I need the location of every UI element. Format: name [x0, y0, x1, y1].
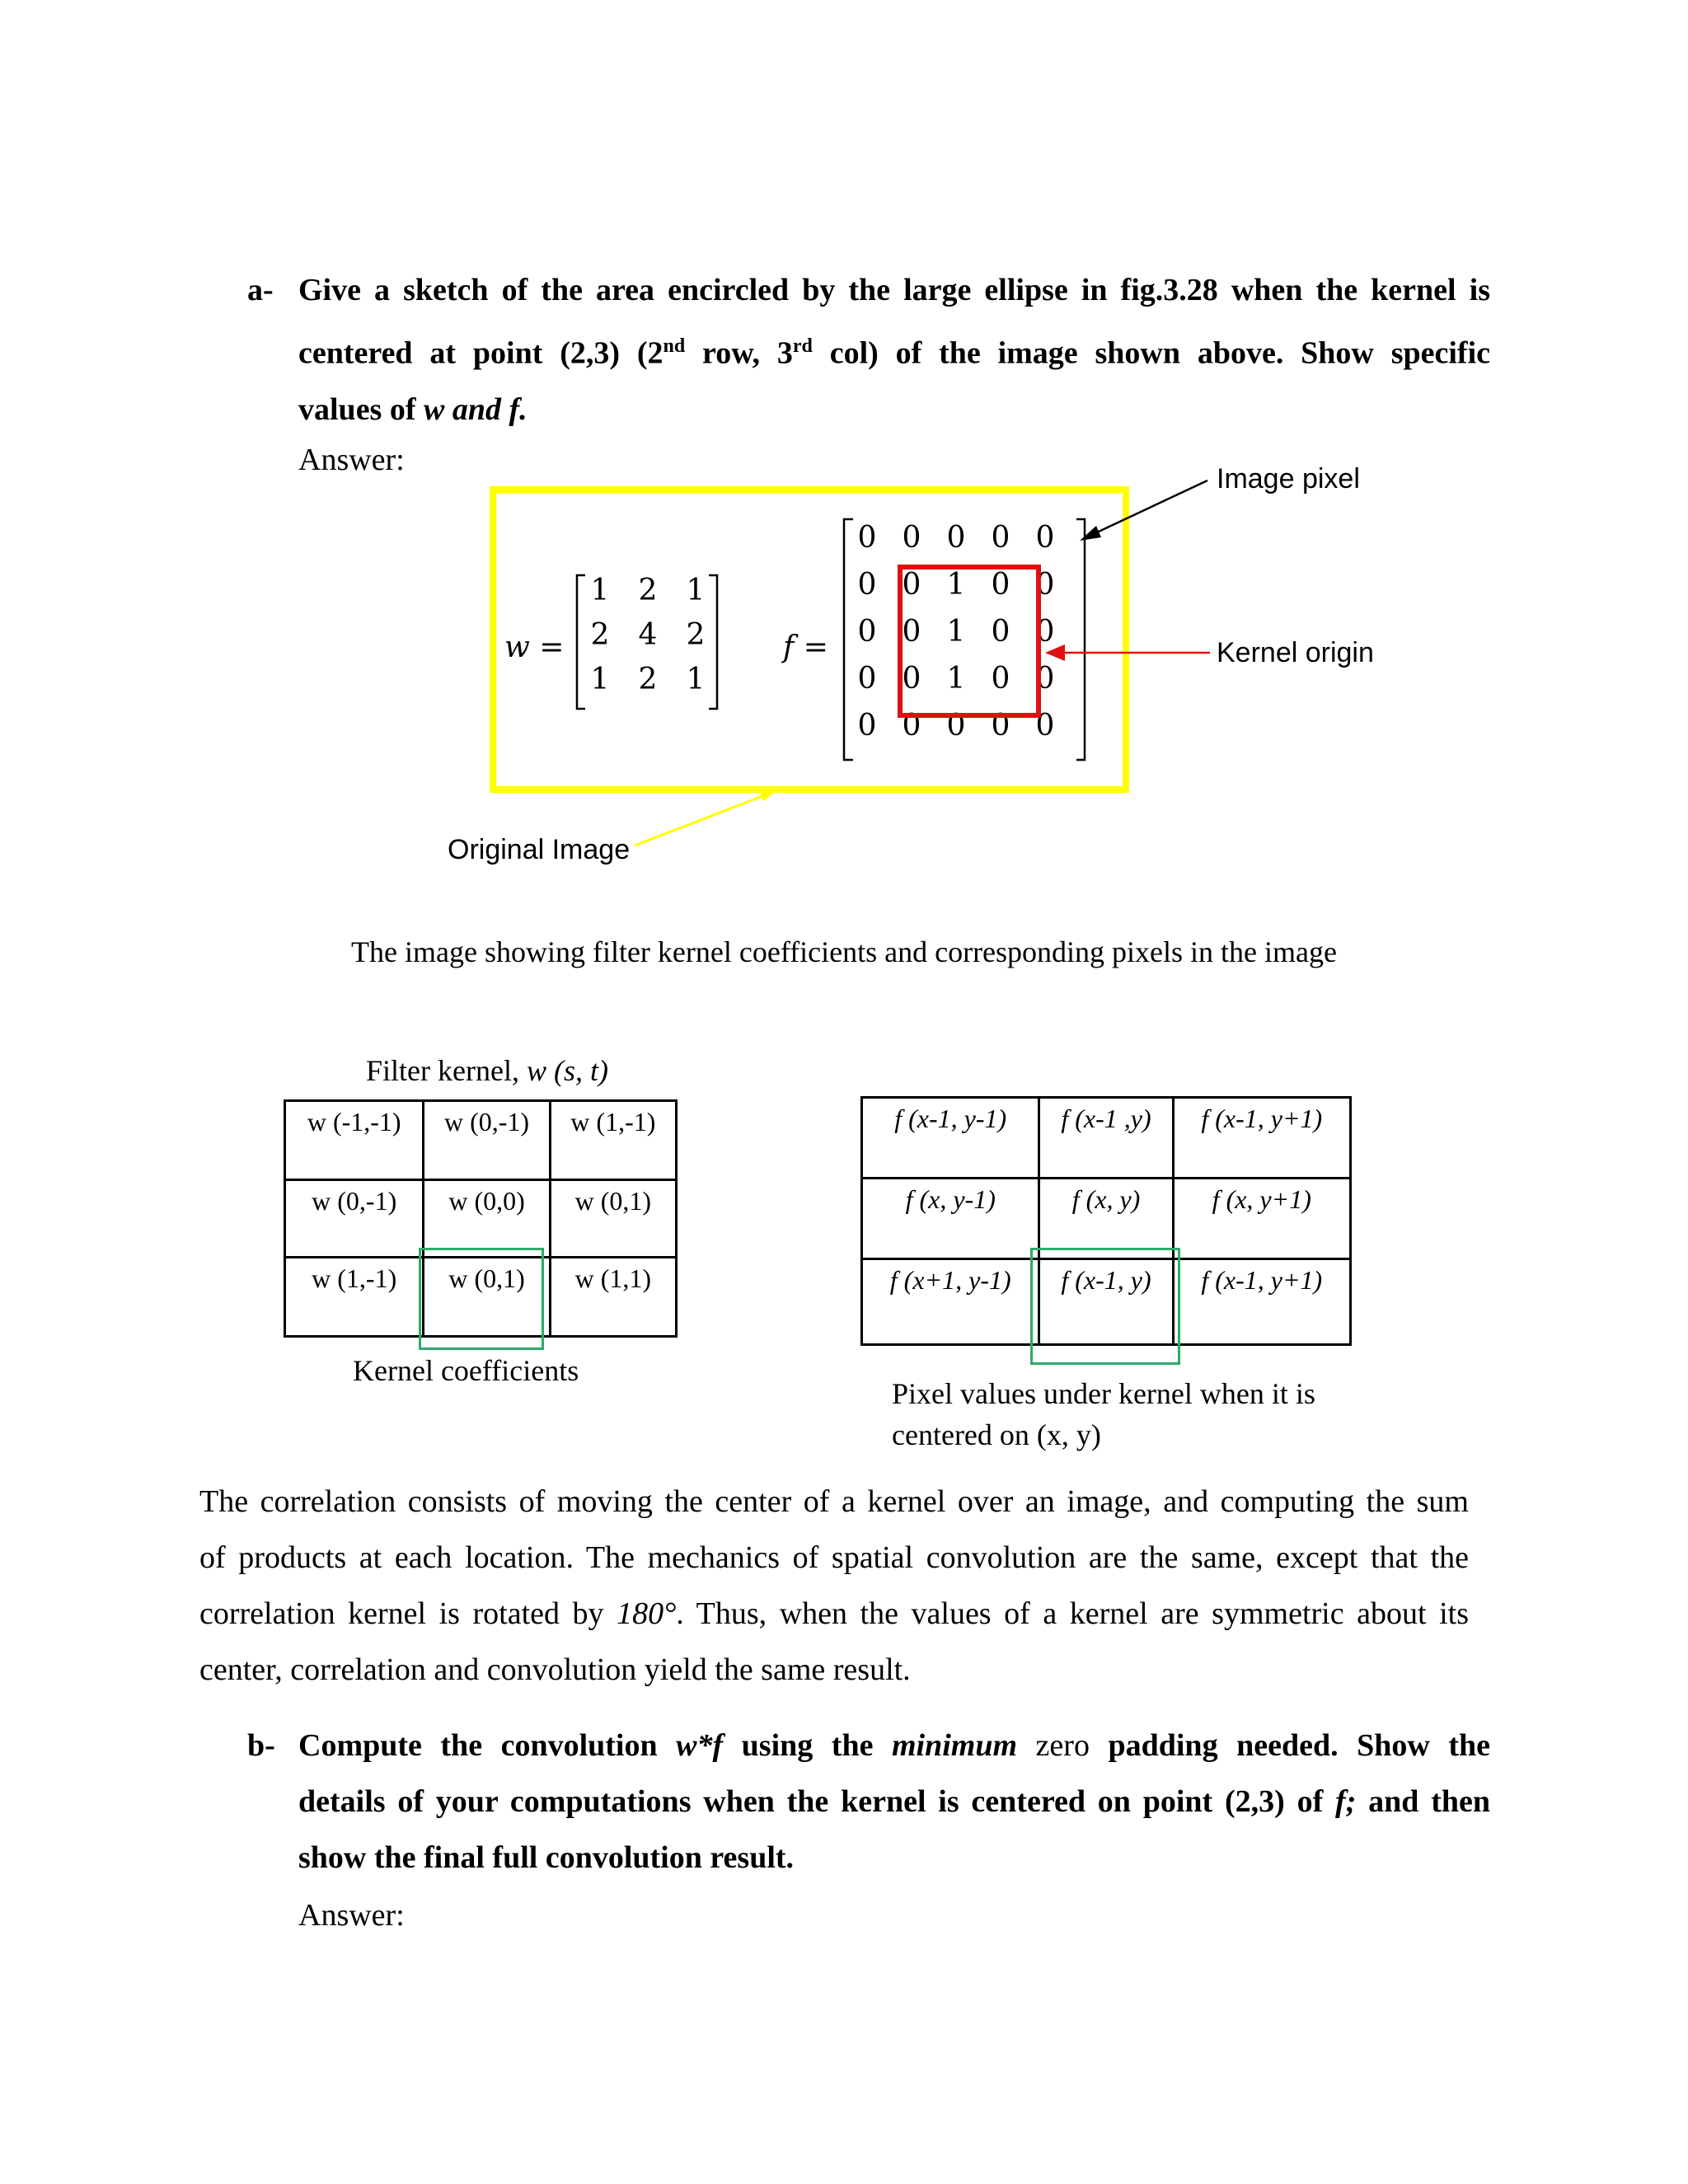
w-bracket-left: [577, 575, 585, 709]
f-bracket-right: [1076, 519, 1085, 760]
f-matrix-cell: 0: [1035, 568, 1055, 602]
w-matrix-cell: 2: [590, 618, 610, 652]
pixel-cell: f (x-1, y+1): [1173, 1098, 1350, 1179]
pixel-cell: f (x-1, y): [1039, 1259, 1173, 1345]
f-matrix-cell: 0: [857, 615, 877, 649]
kernel-cell: w (0,-1): [285, 1180, 424, 1258]
kernel-cell: w (1,-1): [285, 1258, 424, 1337]
pixel-cell: f (x, y): [1039, 1179, 1173, 1259]
kernel-highlight-box: [419, 1248, 544, 1350]
f-matrix-cell: 0: [857, 521, 877, 555]
original-image-pointer: [635, 794, 767, 846]
w-label: w =: [504, 630, 565, 664]
question-b: [247, 1718, 1490, 1886]
pixel-cell: f (x-1, y-1): [862, 1098, 1039, 1179]
kernel-table-title: Filter kernel, w (s, t): [366, 1054, 608, 1087]
kernel-cell: w (-1,-1): [285, 1101, 424, 1180]
f-matrix-cell: 0: [1035, 709, 1055, 743]
w-matrix-cell: 2: [638, 663, 658, 696]
kernel-cell: w (0,0): [424, 1180, 550, 1258]
question-a-label: a-: [247, 273, 274, 307]
f-matrix-cell: 1: [946, 662, 966, 696]
paragraph-line: The correlation consists of moving the center of a kernel over an image, and computing the sum: [199, 1484, 1469, 1519]
kernel-table-caption: Kernel coefficients: [353, 1354, 579, 1387]
f-matrix-cell: 0: [902, 662, 921, 696]
f-matrix-cell: 0: [991, 568, 1010, 602]
f-matrix-cell: 0: [857, 662, 877, 696]
f-matrix-cell: 0: [991, 615, 1010, 649]
pixel-cell: f (x, y+1): [1173, 1179, 1350, 1259]
answer-b-label: Answer:: [298, 1898, 405, 1933]
pixel-cell: f (x+1, y-1): [862, 1259, 1039, 1345]
f-matrix-cell: 1: [946, 615, 966, 649]
kernel-cell: w (1,1): [550, 1258, 676, 1337]
paragraph-line: correlation kernel is rotated by 180°. Thus, when the values of a kernel are symmetric about its: [199, 1596, 1469, 1631]
original-image-annotation: Original Image: [448, 834, 631, 865]
w-matrix-cell: 2: [638, 574, 658, 607]
paragraph-line: of products at each location. The mechanics of spatial convolution are the same, except that the: [199, 1540, 1469, 1575]
f-matrix-cell: 0: [902, 615, 921, 649]
kernel-cell: w (0,-1): [424, 1101, 550, 1180]
question-a-line: values of w and f.: [298, 391, 528, 427]
question-b-line: Compute the convolution w*f using the minimum zero padding needed. Show the: [298, 1728, 1490, 1763]
f-matrix-cell: 0: [902, 521, 921, 555]
question-b-line: details of your computations when the kernel is centered on point (2,3) of f; and then: [298, 1784, 1490, 1819]
w-matrix-cell: 2: [686, 618, 706, 652]
w-matrix-cell: 1: [590, 574, 610, 607]
f-label: f =: [783, 630, 828, 664]
answer-a-label: Answer:: [298, 443, 405, 477]
pixel-cell: f (x, y-1): [862, 1179, 1039, 1259]
f-bracket-left: [844, 519, 853, 760]
pixel-cell: f (x-1, y+1): [1173, 1259, 1350, 1345]
pixel-highlight-box: [1030, 1248, 1180, 1365]
kernel-origin-annotation: Kernel origin: [1217, 637, 1374, 668]
w-matrix-cell: 4: [638, 618, 658, 652]
kernel-cell: w (1,-1): [550, 1101, 676, 1180]
question-a-line: centered at point (2,3) (2nd row, 3rd col) of the image shown above. Show specific: [298, 335, 1490, 371]
w-bracket-right: [709, 575, 717, 709]
f-matrix-cell: 0: [902, 568, 921, 602]
kernel-cell: w (0,1): [550, 1180, 676, 1258]
f-matrix-cell: 0: [946, 521, 966, 555]
image-pixel-arrowhead: [1080, 526, 1101, 541]
f-matrix-cell: 0: [857, 709, 877, 743]
kernel-cell: w (0,1): [424, 1258, 550, 1337]
f-matrix-cell: 0: [902, 709, 921, 743]
f-matrix-cell: 1: [946, 568, 966, 602]
question-b-line: show the final full convolution result.: [298, 1840, 795, 1875]
w-matrix-cell: 1: [590, 663, 610, 696]
w-matrix-cell: 1: [686, 574, 706, 607]
question-b-label: b-: [247, 1728, 275, 1763]
question-a-line: Give a sketch of the area encircled by the large ellipse in fig.3.28 when the kernel is: [298, 273, 1490, 307]
f-matrix-cell: 0: [1035, 662, 1055, 696]
w-matrix-cell: 1: [686, 663, 706, 696]
figure-caption: The image showing filter kernel coefficients and corresponding pixels in the image: [351, 935, 1337, 968]
paragraph-line: center, correlation and convolution yield the same result.: [199, 1652, 911, 1687]
image-pixel-annotation: Image pixel: [1217, 463, 1360, 494]
f-matrix-cell: 0: [946, 709, 966, 743]
f-matrix-cell: 0: [991, 521, 1010, 555]
f-matrix-cell: 0: [857, 568, 877, 602]
pixel-table-caption: Pixel values under kernel when it is centered on (x, y): [892, 1377, 1315, 1451]
explanation-paragraph: [199, 1474, 1469, 1698]
f-matrix-cell: 0: [991, 662, 1010, 696]
f-matrix-cell: 0: [991, 709, 1010, 743]
f-matrix-cell: 0: [1035, 615, 1055, 649]
f-matrix-cell: 0: [1035, 521, 1055, 555]
pixel-cell: f (x-1 ,y): [1039, 1098, 1173, 1179]
kernel-image-figure: [0, 0, 1688, 907]
